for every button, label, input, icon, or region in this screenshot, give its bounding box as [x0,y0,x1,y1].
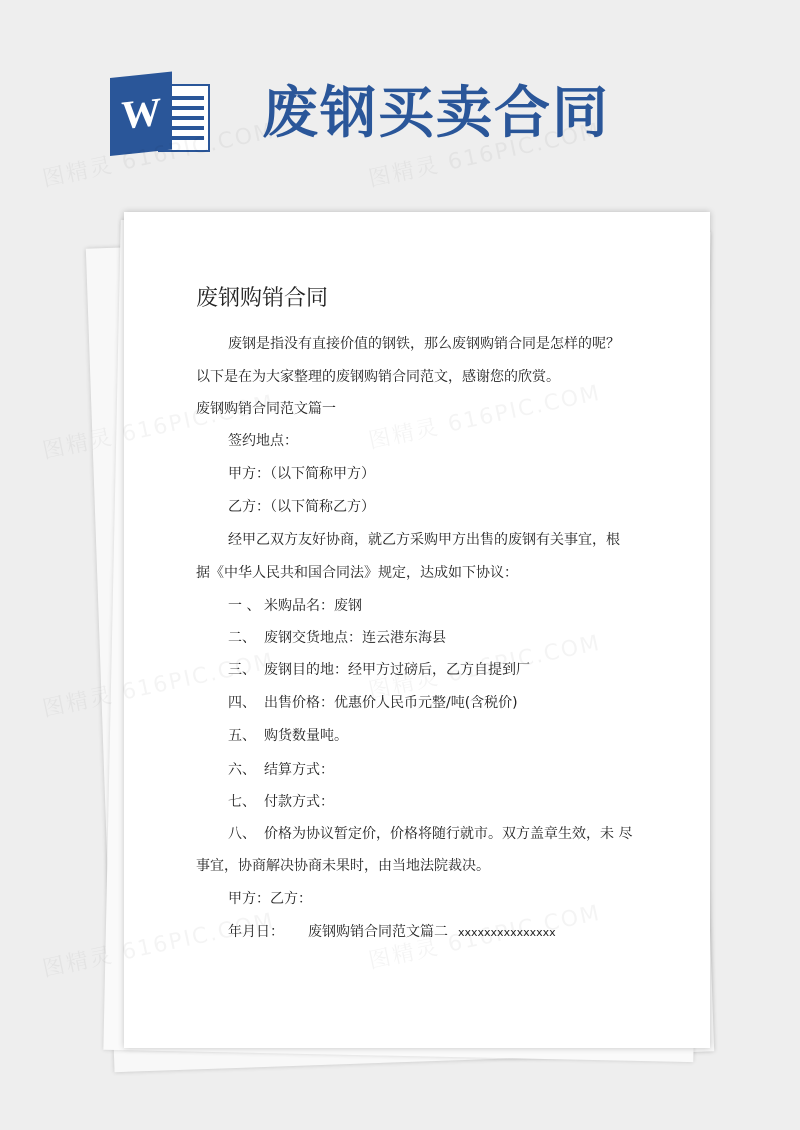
sign-parties: 甲方：乙方： [228,891,312,907]
clause-number: 八、 [228,826,256,842]
next-section-heading: 废钢购销合同范文篇二 [308,924,448,940]
sheet-line [172,116,204,120]
intro-line-2: 以下是在为大家整理的废钢购销合同范文，感谢您的欣赏。 [196,369,560,385]
clause-8 [228,824,632,844]
clause-number: 一 、 [228,598,261,614]
sheet-line [172,96,204,100]
clause-7 [228,792,334,812]
date-label: 年月日： [228,924,284,940]
agreement-line-2: 据《中华人民共和国合同法》规定，达成如下协议： [196,565,518,581]
clause-number: 三、 [228,662,256,678]
clause-text: 米购品名：废钢 [264,598,362,614]
clause-5 [228,726,348,746]
intro-line-1: 废钢是指没有直接价值的钢铁，那么废钢购销合同是怎样的呢？ [228,336,620,352]
agreement-line-1: 经甲乙双方友好协商，就乙方采购甲方出售的废钢有关事宜，根 [228,532,620,548]
clause-number: 七、 [228,794,256,810]
signing-place: 签约地点： [228,433,298,449]
clause-number: 二、 [228,630,256,646]
clause-text: 付款方式： [264,794,334,810]
clause-text: 废钢目的地：经甲方过磅后，乙方自提到厂 [264,662,530,678]
next-section-mask: xxxxxxxxxxxxxxx [458,926,556,939]
clause-6 [228,760,334,780]
clause-number: 六、 [228,762,256,778]
clause-text: 购货数量吨。 [264,728,348,744]
party-a: 甲方：（以下简称甲方） [228,466,375,482]
word-letter-badge: W [110,71,172,156]
clause-text: 价格为协议暂定价，价格将随行就市。双方盖章生效，未 尽 [264,826,633,842]
clause-text: 废钢交货地点：连云港东海县 [264,630,446,646]
clause-text: 出售价格：优惠价人民币元整/吨(含税价) [264,695,518,711]
clause-number: 五、 [228,728,256,744]
section-heading: 废钢购销合同范文篇一 [196,401,336,417]
clause-number: 四、 [228,695,256,711]
clause-text: 结算方式： [264,762,334,778]
clause-1 [228,596,362,616]
sheet-line [172,106,204,110]
document-title: 废钢购销合同 [196,286,329,311]
party-b: 乙方：（以下简称乙方） [228,499,375,515]
clause-8-continued: 事宜，协商解决协商未果时，由当地法院裁决。 [196,858,490,874]
banner-title: 废钢买卖合同 [262,81,610,146]
